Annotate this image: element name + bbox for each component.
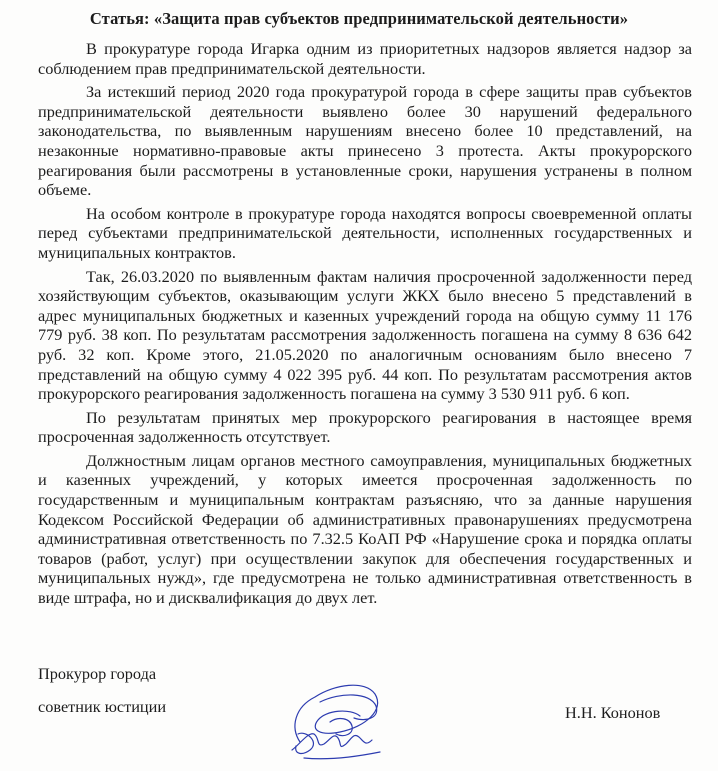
paragraph-5: По результатам принятых мер прокурорского реагирования в настоящее время просроченная задолженность отсутствует. (38, 407, 692, 447)
paragraph-1: В прокуратуре города Игарка одним из приоритетных надзоров является надзор за соблюдением прав предпринимательской деятельности. (38, 39, 692, 78)
handwritten-signature-icon (280, 672, 395, 767)
paragraph-6: Должностным лицам органов местного самоуправления, муниципальных бюджетных и казенных учреждений, у которых имеется просроченная задолженность по государственным и муниципальным контрактам разъясняю, что за данные нарушения Кодексом Российской Федерации об административных правонарушениях предусмотрена административная ответственность по 7.32.5 КоАП РФ «Нарушение срока и порядка оплаты товаров (работ, услуг) при осуществлении закупок для обеспечения государственных и муниципальных нужд», где предусмотрена не только административная ответственность в виде штрафа, но и дисквалификация до двух лет. (38, 450, 692, 608)
document-title: Статья: «Защита прав субъектов предпринимательской деятельности» (89, 9, 629, 28)
signer-position-line2: советник юстиции (38, 697, 167, 716)
paragraph-2: За истекший период 2020 года прокуратурой города в сфере защиты прав субъектов предпринимательской деятельности выявлено более 30 нарушений федерального законодательства, по выявленным нарушениям внесено более 10 представлений, на незаконные нормативно-правовые акты принесено 3 протеста. Акты прокурорского реагирования были рассмотрены в установленные сроки, нарушения устранены в полном объеме. (38, 82, 692, 200)
signer-position-line1: Прокурор города (38, 664, 157, 683)
signer-name: Н.Н. Кононов (565, 703, 661, 722)
paragraph-3: На особом контроле в прокуратуре города находятся вопросы своевременной оплаты перед субъектами предпринимательской деятельности, исполненных государственных и муниципальных контрактов. (38, 203, 692, 262)
paragraph-4: Так, 26.03.2020 по выявленным фактам наличия просроченной задолженности перед хозяйствующим субъектов, оказывающим услуги ЖКХ было внесено 5 представлений в адрес муниципальных бюджетных и казенных учреждений города на общую сумму 11 176 779 руб. 38 коп. По результатам рассмотрения задолженность погашена на сумму 8 636 642 руб. 32 коп. Кроме этого, 21.05.2020 по аналогичным основаниям было внесено 7 представлений на общую сумму 4 022 395 руб. 44 коп. По результатам рассмотрения актов прокурорского реагирования задолженность погашена на сумму 3 530 911 руб. 6 коп. (38, 266, 692, 404)
document-body (38, 39, 692, 612)
